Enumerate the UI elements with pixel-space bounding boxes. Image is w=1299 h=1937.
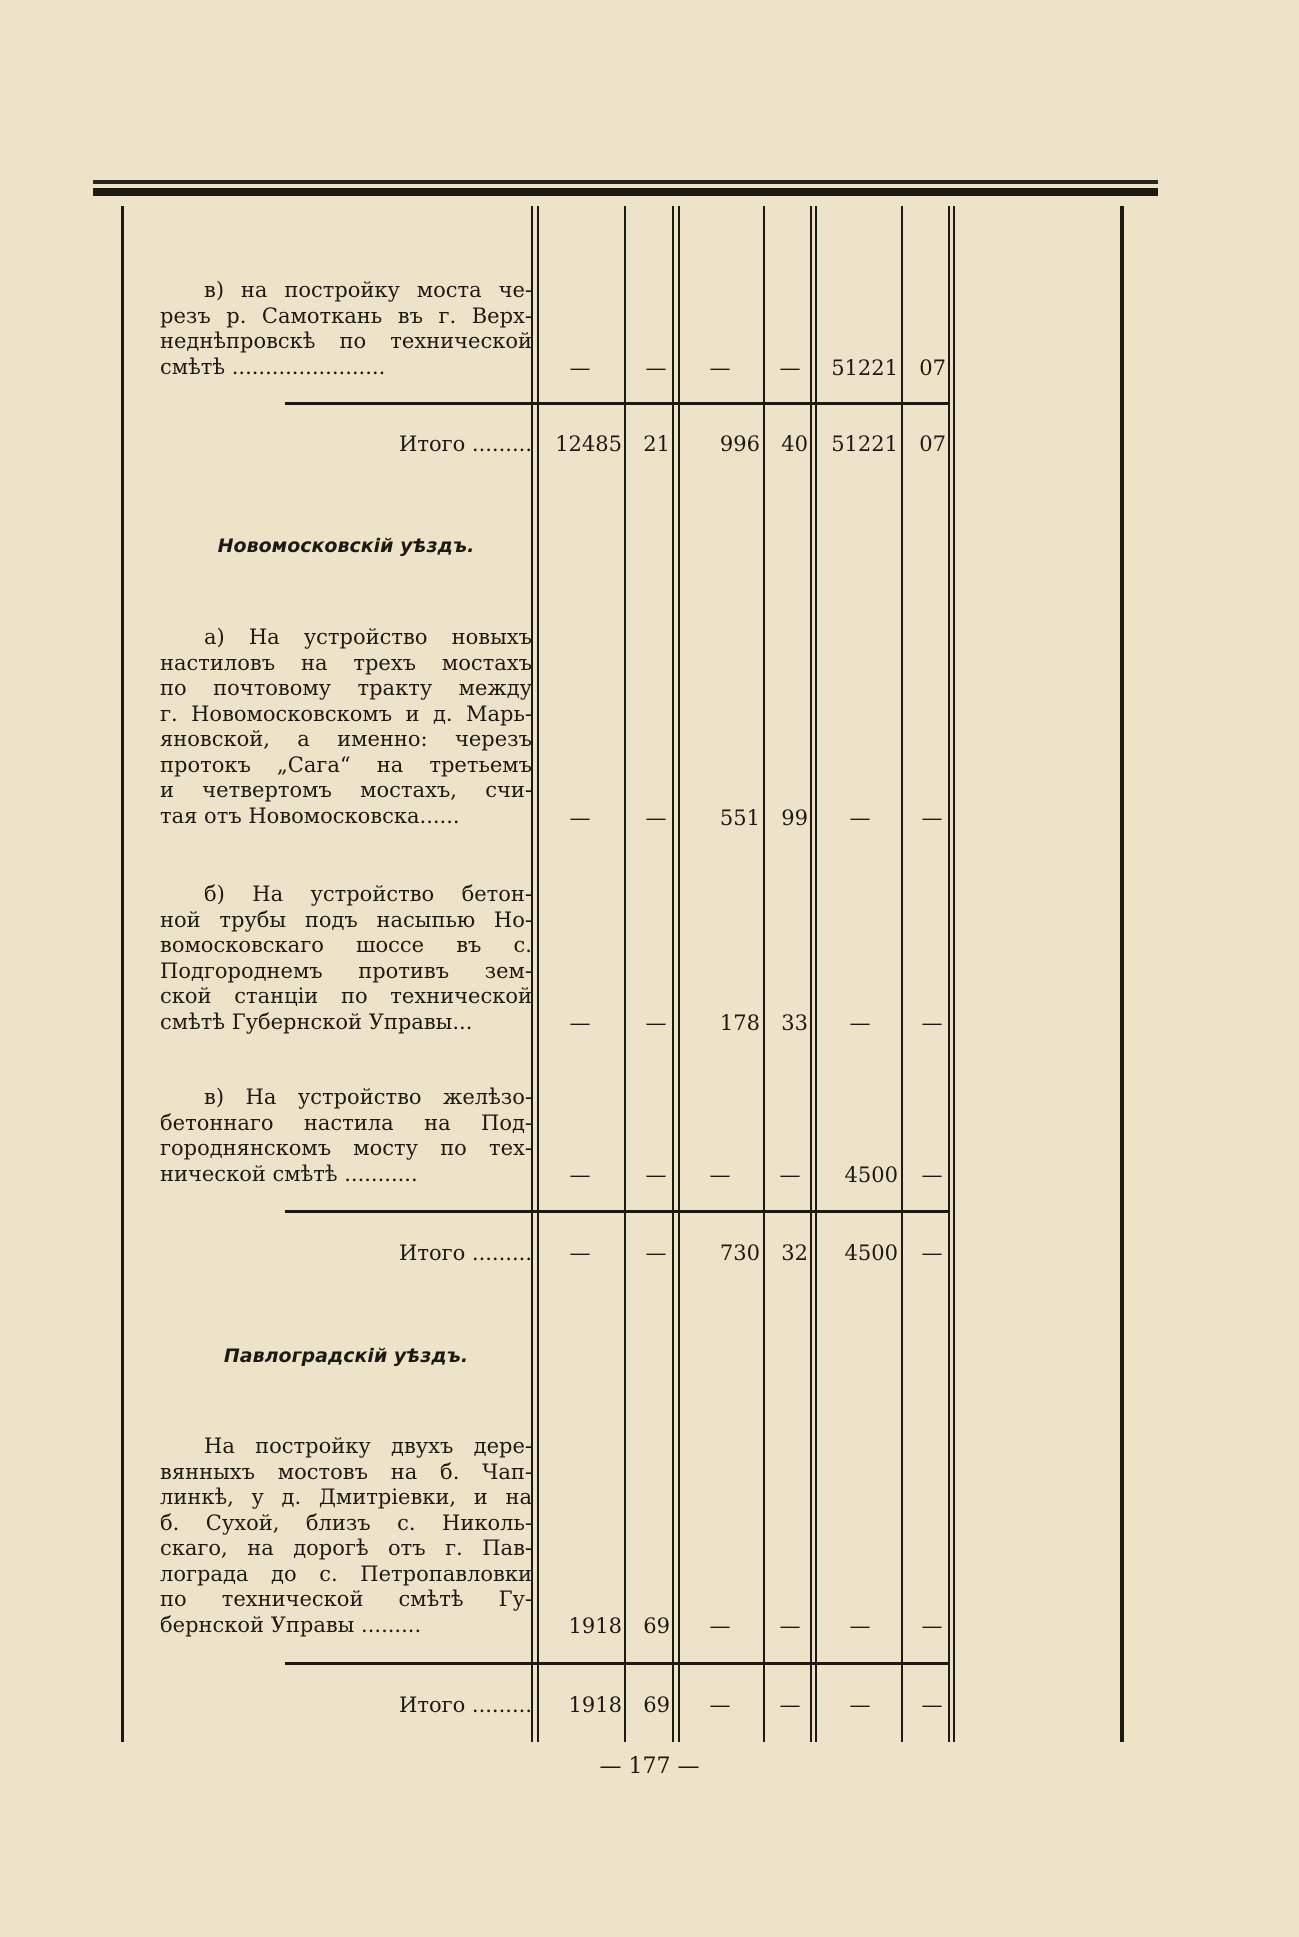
cell-c1: —	[569, 356, 591, 380]
cell-c5: 4500	[844, 1241, 898, 1265]
entry-line: бетоннаго настила на Под-	[160, 1110, 532, 1135]
entry-line: тая отъ Новомосковска......	[160, 803, 460, 828]
cell-c6: —	[921, 1614, 943, 1638]
entry-description-most-samotkan	[160, 278, 532, 380]
cell-c1: 12485	[555, 432, 622, 456]
entry-line: а) На устройство новыхъ	[204, 625, 532, 649]
column-line-c6-right	[948, 206, 950, 1742]
entry-line: настиловъ на трехъ мостахъ	[160, 650, 532, 675]
cell-c2: 69	[643, 1693, 670, 1717]
entry-line: лограда до с. Петропавловки	[160, 1561, 532, 1586]
cell-c1: 1918	[568, 1614, 622, 1638]
cell-c4: 99	[781, 806, 808, 830]
entry-line: линкѣ, у д. Дмитріевки, и на	[160, 1485, 532, 1509]
cell-c4: —	[779, 356, 801, 380]
page-number: — 177 —	[599, 1754, 700, 1779]
entry-line: вянныхъ мостовъ на б. Чап-	[160, 1459, 532, 1484]
rule-before-itogo2	[285, 1210, 950, 1213]
entry-line: в) На устройство желѣзо-	[204, 1085, 532, 1109]
entry-line: ской станціи по технической	[160, 984, 532, 1008]
cell-c6: —	[921, 806, 943, 830]
column-line-desc-right-2	[537, 206, 539, 1742]
cell-c1: —	[569, 1241, 591, 1265]
entry-line: протокъ „Сага“ на третьемъ	[160, 752, 532, 777]
entry-line: городнянскомъ мосту по тех-	[160, 1136, 532, 1160]
cell-c5: —	[849, 806, 871, 830]
column-line-c6-right-2	[953, 206, 955, 1742]
cell-c5: —	[849, 1011, 871, 1035]
entry-line: смѣтѣ .......................	[160, 354, 386, 379]
cell-c1: —	[569, 1011, 591, 1035]
cell-c4: 40	[781, 432, 808, 456]
entry-line: б. Сухой, близъ с. Николь-	[160, 1510, 532, 1535]
cell-c6: —	[921, 1241, 943, 1265]
cell-c2: —	[645, 1241, 667, 1265]
cell-c1: —	[569, 1163, 591, 1187]
cell-c2: —	[645, 356, 667, 380]
entry-line: вомосковскаго шоссе въ с.	[160, 933, 532, 957]
column-line-right-border	[1120, 206, 1124, 1742]
entry-description-mosty-pavlograd	[160, 1434, 532, 1638]
column-line-left-border	[121, 206, 124, 1742]
entry-line: скаго, на дорогѣ отъ г. Пав-	[160, 1536, 532, 1560]
cell-c5: —	[849, 1614, 871, 1638]
cell-c3: 730	[719, 1241, 760, 1265]
entry-line: неднѣпровскѣ по технической	[160, 329, 532, 353]
rule-before-itogo1	[285, 402, 950, 405]
entry-description-truba	[160, 882, 532, 1035]
entry-line: нической смѣтѣ ...........	[160, 1161, 418, 1186]
cell-c3: —	[709, 1693, 731, 1717]
section-heading-pavlograd: Павлоградскій уѣздъ.	[223, 1345, 469, 1367]
cell-c6: 07	[919, 356, 946, 380]
column-line-c4-right-2	[815, 206, 817, 1742]
itogo-label: Итого .........	[399, 432, 532, 456]
cell-c3: —	[709, 356, 731, 380]
rule-before-itogo3	[285, 1662, 950, 1665]
entry-line: и четвертомъ мостахъ, счи-	[160, 778, 532, 802]
cell-c6: —	[921, 1163, 943, 1187]
cell-c2: 69	[643, 1614, 670, 1638]
cell-c3: 996	[719, 432, 760, 456]
cell-c6: —	[921, 1011, 943, 1035]
entry-line: Подгороднемъ противъ зем-	[160, 958, 532, 983]
itogo-label: Итого .........	[399, 1693, 532, 1717]
cell-c4: —	[779, 1163, 801, 1187]
entry-line: резъ р. Самоткань въ г. Верх-	[160, 303, 532, 328]
cell-c4: 32	[781, 1241, 808, 1265]
cell-c6: —	[921, 1693, 943, 1717]
cell-c4: —	[779, 1693, 801, 1717]
entry-line: по почтовому тракту между	[160, 676, 532, 700]
cell-c4: —	[779, 1614, 801, 1638]
entry-line: в) на постройку моста че-	[204, 278, 532, 302]
cell-c3: —	[709, 1614, 731, 1638]
cell-c2: 21	[643, 432, 670, 456]
column-line-c2-right	[672, 206, 674, 1742]
cell-c5: 4500	[844, 1163, 898, 1187]
cell-c4: 33	[781, 1011, 808, 1035]
entry-line: ной трубы подъ насыпью Но-	[160, 907, 532, 932]
itogo-label: Итого .........	[399, 1241, 532, 1265]
entry-line: смѣтѣ Губернской Управы...	[160, 1009, 473, 1034]
cell-c3: 178	[719, 1011, 760, 1035]
entry-line: На постройку двухъ дере-	[204, 1434, 532, 1458]
cell-c5: 51221	[831, 356, 898, 380]
cell-c2: —	[645, 1011, 667, 1035]
top-rule-thick	[93, 188, 1158, 196]
entry-description-zhelezobeton	[160, 1085, 532, 1187]
cell-c1: —	[569, 806, 591, 830]
entry-description-nastil	[160, 625, 532, 829]
entry-line: б) На устройство бетон-	[204, 882, 532, 906]
cell-c5: —	[849, 1693, 871, 1717]
entry-line: яновской, а именно: черезъ	[160, 727, 532, 751]
cell-c3: 551	[719, 806, 760, 830]
entry-line: г. Новомосковскомъ и д. Марь-	[160, 701, 532, 726]
cell-c5: 51221	[831, 432, 898, 456]
section-heading-novomoskovsk: Новомосковскій уѣздъ.	[217, 535, 475, 557]
top-rule-thin	[93, 180, 1158, 184]
cell-c2: —	[645, 806, 667, 830]
cell-c6: 07	[919, 432, 946, 456]
cell-c3: —	[709, 1163, 731, 1187]
entry-line: по технической смѣтѣ Гу-	[160, 1587, 532, 1611]
column-line-c4-right	[810, 206, 812, 1742]
cell-c1: 1918	[568, 1693, 622, 1717]
entry-line: бернской Управы .........	[160, 1612, 422, 1637]
column-line-c5-right	[901, 206, 903, 1742]
cell-c2: —	[645, 1163, 667, 1187]
